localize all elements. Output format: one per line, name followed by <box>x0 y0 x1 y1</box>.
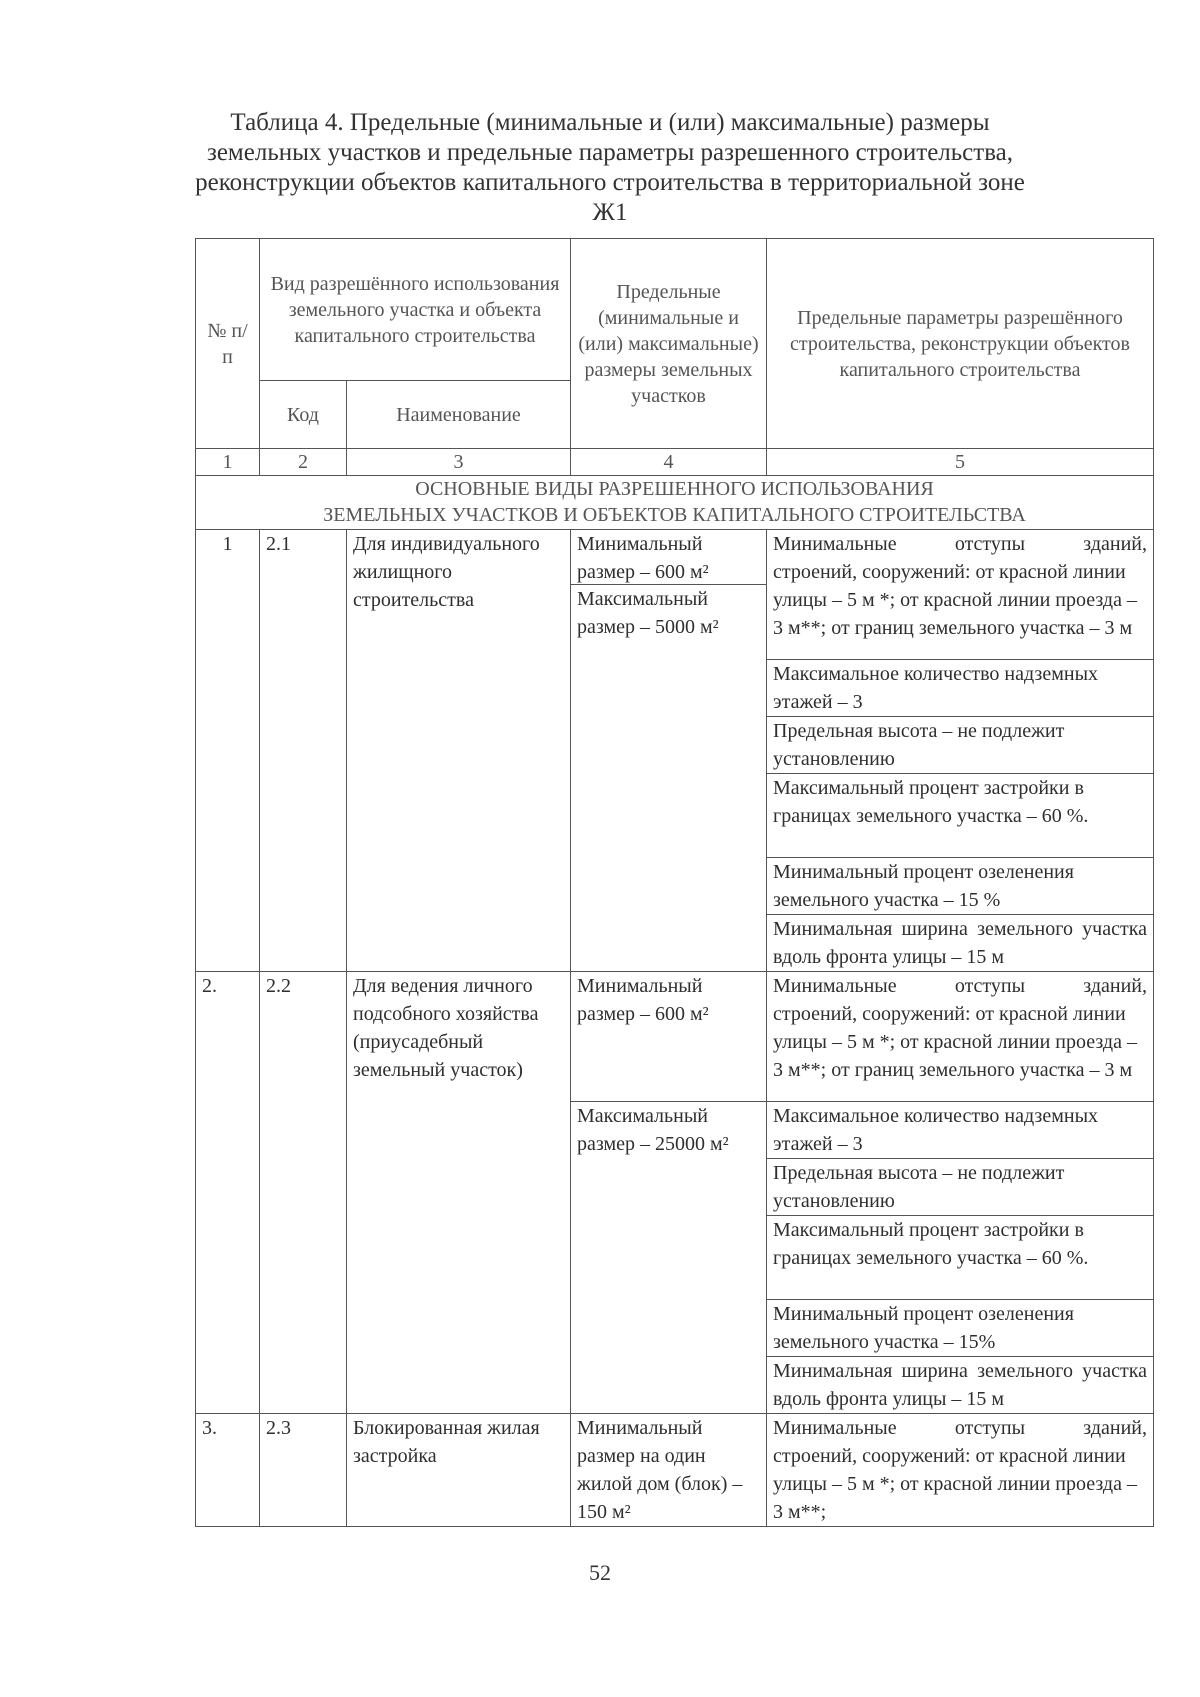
setbacks-cell <box>767 972 1154 1102</box>
header-code: Код <box>260 381 347 449</box>
header-use: Вид разрешённого использования земельного участка и объекта капитального строительства <box>260 239 571 381</box>
setbacks-cell <box>767 530 1154 660</box>
use-code: 2.3 <box>260 1414 347 1527</box>
use-code: 2.1 <box>260 530 347 972</box>
use-code: 2.2 <box>260 972 347 1414</box>
column-number: 1 <box>196 449 260 476</box>
table-row <box>196 530 1154 660</box>
param-height: Предельная высота – не подлежит установлению <box>767 717 1154 774</box>
setbacks-cell <box>767 1414 1154 1527</box>
setbacks-first-line: Минимальные отступы зданий, <box>773 1417 1147 1439</box>
param-width: Минимальная ширина земельного участка вдоль фронта улицы – 15 м <box>767 1357 1154 1414</box>
use-name: Блокированная жилая застройка <box>347 1414 571 1527</box>
param-height: Предельная высота – не подлежит установлению <box>767 1159 1154 1216</box>
size-max: Максимальный размер – 5000 м² <box>577 588 719 638</box>
param-floors: Максимальное количество надземных этажей – 3 <box>767 660 1154 717</box>
row-number: 2. <box>196 972 260 1414</box>
table-row <box>196 1414 1154 1527</box>
header-params: Предельные параметры разрешённого строительства, реконструкции объектов капитального строительства <box>767 239 1154 449</box>
page-number: 52 <box>589 1560 611 1585</box>
section-heading <box>196 476 1154 530</box>
title-line: реконструкции объектов капитального строительства в территориальной зоне <box>195 169 1025 196</box>
header-row <box>196 239 1154 381</box>
param-greening: Минимальный процент озеленения земельного участка – 15 % <box>767 858 1154 915</box>
table-title <box>195 108 1025 228</box>
column-number: 2 <box>260 449 347 476</box>
row-number: 1 <box>196 530 260 972</box>
size-max: Максимальный размер – 25000 м² <box>571 1102 767 1414</box>
setbacks-first-line: Минимальные отступы зданий, <box>773 533 1147 555</box>
param-coverage: Максимальный процент застройки в границах земельного участка – 60 %. <box>767 774 1154 858</box>
use-name: Для ведения личного подсобного хозяйства (приусадебный земельный участок) <box>347 972 571 1414</box>
size-min: Минимальный размер – 600 м² <box>571 530 766 585</box>
section-line: ОСНОВНЫЕ ВИДЫ РАЗРЕШЕННОГО ИСПОЛЬЗОВАНИЯ <box>415 478 934 500</box>
column-number: 4 <box>571 449 767 476</box>
column-number: 5 <box>767 449 1154 476</box>
row-number: 3. <box>196 1414 260 1527</box>
setbacks-text: строений, сооружений: от красной линии улицы – 5 м *; от красной линии проезда – 3 м**; <box>773 1445 1137 1523</box>
section-row <box>196 476 1154 530</box>
parameters-table <box>195 238 1154 1527</box>
param-floors: Максимальное количество надземных этажей – 3 <box>767 1102 1154 1159</box>
header-sizes: Предельные (минимальные и (или) максимальные) размеры земельных участков <box>571 239 767 449</box>
setbacks-text: строений, сооружений: от красной линии улицы – 5 м *; от красной линии проезда – 3 м**; от границ земельного участка – 3 м <box>773 1003 1137 1081</box>
use-name: Для индивидуального жилищного строительства <box>347 530 571 972</box>
table-row <box>196 972 1154 1102</box>
title-line: земельных участков и предельные параметры разрешенного строительства, <box>206 139 1014 166</box>
section-line: ЗЕМЕЛЬНЫХ УЧАСТКОВ И ОБЪЕКТОВ КАПИТАЛЬНОГО СТРОИТЕЛЬСТВА <box>323 504 1026 526</box>
param-width: Минимальная ширина земельного участка вдоль фронта улицы – 15 м <box>767 915 1154 972</box>
header-name: Наименование <box>347 381 571 449</box>
column-number: 3 <box>347 449 571 476</box>
param-greening: Минимальный процент озеленения земельного участка – 15% <box>767 1300 1154 1357</box>
size-min: Минимальный размер – 600 м² <box>571 972 767 1102</box>
size-min: Минимальный размер на один жилой дом (блок) –150 м² <box>571 1414 767 1527</box>
title-line: Таблица 4. Предельные (минимальные и (или) максимальные) размеры <box>230 109 990 136</box>
column-numbers-row <box>196 449 1154 476</box>
setbacks-first-line: Минимальные отступы зданий, <box>773 975 1147 997</box>
title-line: Ж1 <box>592 199 628 226</box>
size-limits <box>571 530 767 972</box>
setbacks-text: строений, сооружений: от красной линии улицы – 5 м *; от красной линии проезда – 3 м**; от границ земельного участка – 3 м <box>773 561 1137 639</box>
param-coverage: Максимальный процент застройки в границах земельного участка – 60 %. <box>767 1216 1154 1300</box>
header-num: № п/п <box>196 239 260 449</box>
